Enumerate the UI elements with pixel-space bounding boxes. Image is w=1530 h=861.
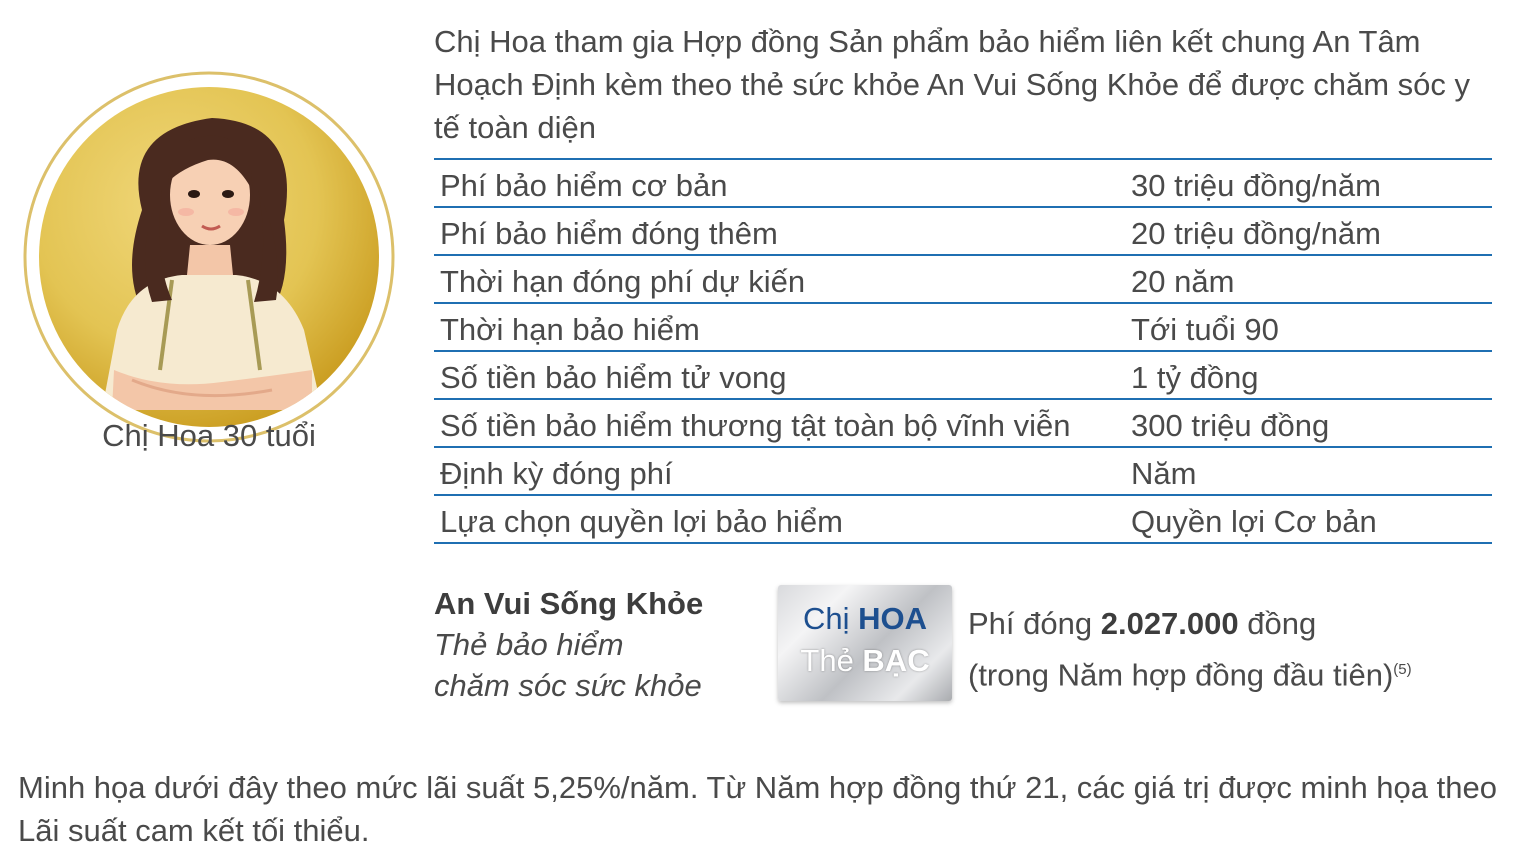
table-row (434, 496, 1492, 544)
row-label: Định kỳ đóng phí (440, 456, 673, 491)
card-title: An Vui Sống Khỏe (434, 586, 704, 621)
row-value: 1 tỷ đồng (1131, 360, 1259, 395)
customer-caption: Chị Hoa 30 tuổi (102, 418, 316, 453)
row-label: Thời hạn đóng phí dự kiến (440, 264, 806, 299)
row-value: 20 triệu đồng/năm (1131, 216, 1381, 251)
row-value: 30 triệu đồng/năm (1131, 168, 1381, 203)
row-value: Tới tuổi 90 (1131, 312, 1279, 347)
table-row (434, 352, 1492, 400)
card-tier-prefix: Thẻ (800, 643, 863, 678)
table-row (434, 448, 1492, 496)
row-label: Phí bảo hiểm cơ bản (440, 168, 728, 203)
table-row (434, 304, 1492, 352)
fee-note: (trong Năm hợp đồng đầu tiên) (968, 657, 1394, 693)
silver-card-image (778, 585, 952, 701)
health-card-info (434, 584, 703, 706)
row-value: 20 năm (1131, 264, 1235, 299)
card-fee (968, 601, 1412, 698)
fee-line (968, 601, 1412, 647)
row-label: Thời hạn bảo hiểm (440, 312, 700, 347)
fee-prefix: Phí đóng (968, 606, 1101, 641)
row-label: Lựa chọn quyền lợi bảo hiểm (440, 504, 843, 539)
row-value: Năm (1131, 456, 1197, 491)
card-subtitle-1: Thẻ bảo hiểm (434, 627, 624, 662)
row-label: Số tiền bảo hiểm tử vong (440, 360, 787, 395)
card-tier-line (778, 643, 952, 679)
fee-amount: 2.027.000 (1100, 606, 1239, 641)
card-holder-line (778, 601, 952, 637)
table-row (434, 208, 1492, 256)
footnote-ref: (5) (1393, 661, 1412, 678)
row-value: Quyền lợi Cơ bản (1131, 504, 1377, 539)
table-row (434, 256, 1492, 304)
row-label: Phí bảo hiểm đóng thêm (440, 216, 778, 251)
card-subtitle-2: chăm sóc sức khỏe (434, 668, 702, 703)
illustration-note: Minh họa dưới đây theo mức lãi suất 5,25%/năm. Từ Năm hợp đồng thứ 21, các giá trị được minh họa theo Lãi suất cam kết tối thiểu. (18, 770, 1497, 848)
card-tier-name: BẠC (862, 643, 930, 678)
table-row (434, 400, 1492, 448)
woman-portrait-icon (22, 70, 396, 444)
customer-avatar (22, 70, 396, 444)
fee-note-line (968, 647, 1412, 698)
fee-suffix: đồng (1238, 606, 1317, 641)
table-row (434, 160, 1492, 208)
card-holder-prefix: Chị (802, 601, 859, 636)
row-value: 300 triệu đồng (1131, 408, 1330, 443)
row-label: Số tiền bảo hiểm thương tật toàn bộ vĩnh viễn (440, 408, 1071, 443)
contract-details-table (434, 158, 1492, 544)
intro-paragraph: Chị Hoa tham gia Hợp đồng Sản phẩm bảo hiểm liên kết chung An Tâm Hoạch Định kèm theo thẻ sức khỏe An Vui Sống Khỏe để được chăm sóc y tế toàn diện (434, 24, 1471, 145)
card-holder-name: HOA (858, 601, 928, 636)
